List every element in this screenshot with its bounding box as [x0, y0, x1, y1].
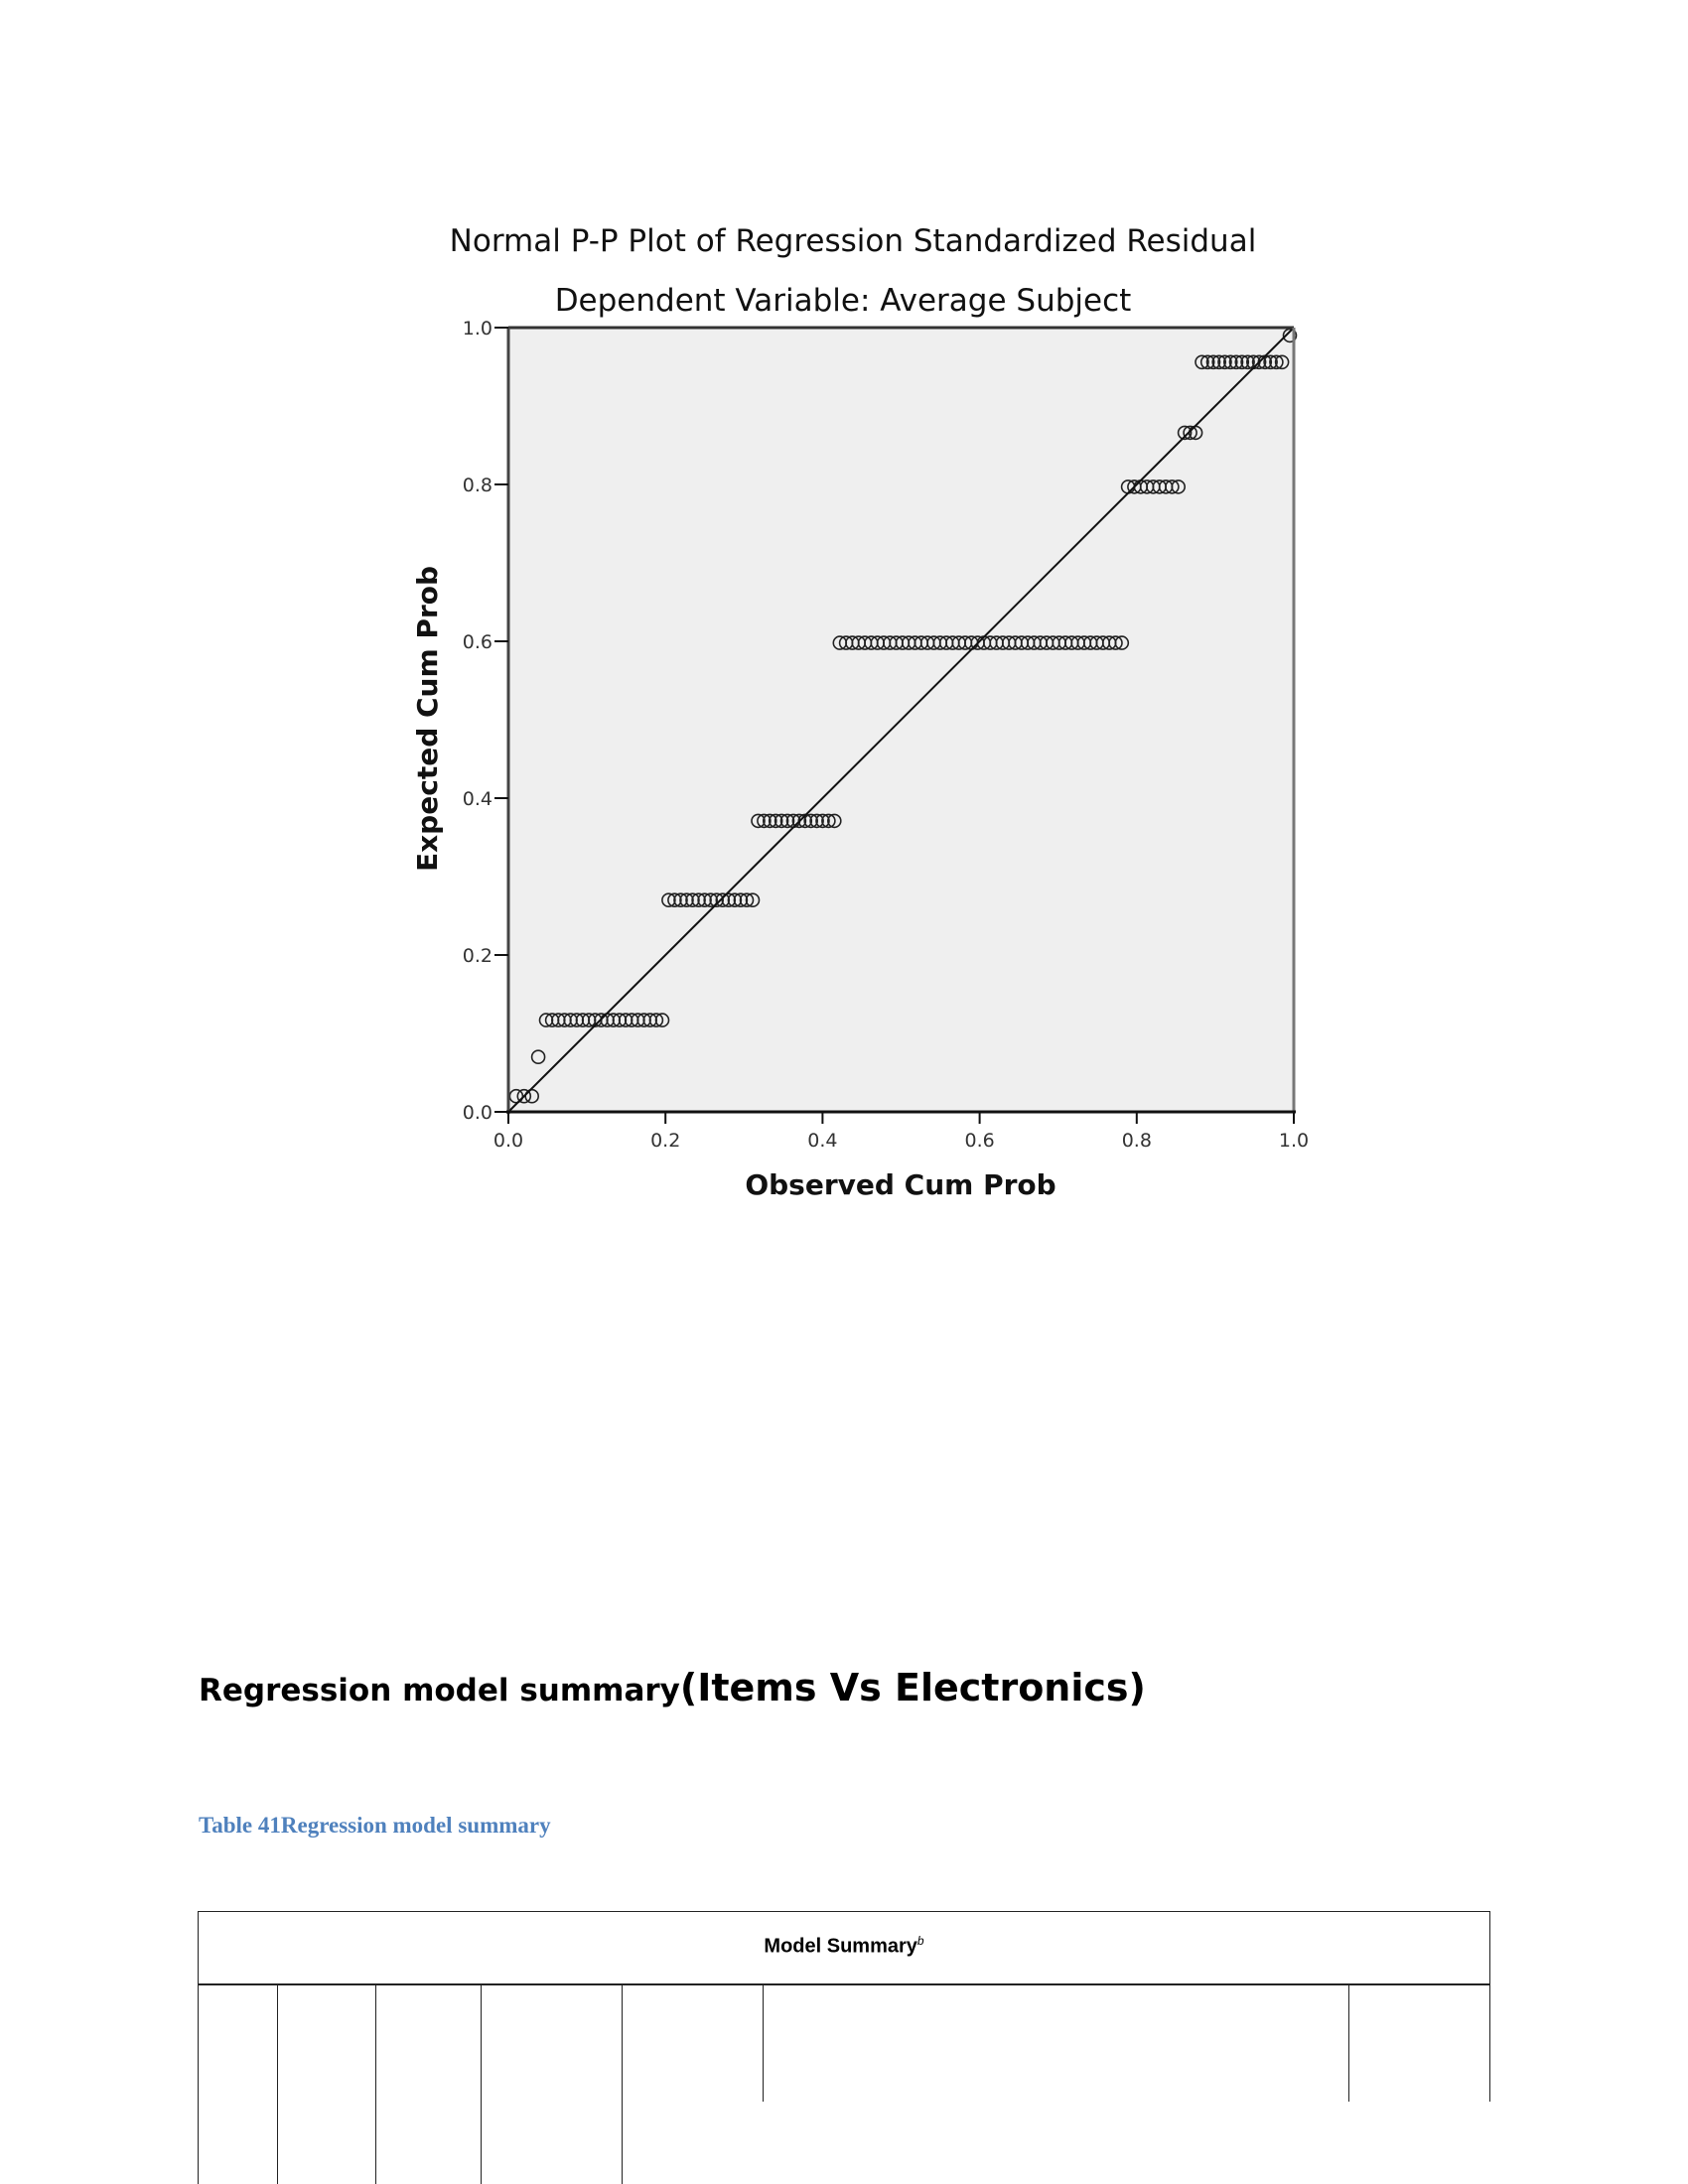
- table-title-text: Model Summary: [764, 1935, 917, 1958]
- table-column-border: [1348, 1984, 1349, 2102]
- table-column-border: [375, 1984, 376, 2184]
- y-tick-label: 0.6: [462, 631, 492, 653]
- table-column-border: [622, 1984, 623, 2184]
- x-tick-label: 1.0: [1278, 1130, 1310, 1152]
- x-axis-ticks: [493, 1112, 1309, 1152]
- x-tick-label: 0.4: [807, 1130, 838, 1152]
- y-tick-label: 0.4: [462, 788, 492, 810]
- table-column-border: [198, 1984, 199, 2184]
- section-heading-main: Regression model summary: [199, 1673, 680, 1708]
- x-tick-label: 0.6: [964, 1130, 995, 1152]
- section-heading: [199, 1666, 1146, 1709]
- x-tick-label: 0.0: [492, 1130, 524, 1152]
- table-title-footnote-marker: b: [916, 1934, 924, 1948]
- model-summary-table: [198, 1911, 1490, 2184]
- table-column-border: [763, 1984, 764, 2102]
- chart-title: Normal P-P Plot of Regression Standardized Residual: [449, 223, 1257, 259]
- chart-subtitle: Dependent Variable: Average Subject: [554, 283, 1132, 319]
- table-title-row: [198, 1911, 1490, 1985]
- y-tick-label: 0.0: [462, 1102, 492, 1124]
- table-column-border: [1489, 1984, 1490, 2102]
- y-tick-label: 0.2: [462, 945, 492, 967]
- y-axis-label: Expected Cum Prob: [411, 566, 444, 872]
- table-caption: Table 41Regression model summary: [199, 1813, 551, 1838]
- y-tick-label: 1.0: [462, 318, 492, 340]
- table-column-border: [481, 1984, 482, 2184]
- table-title: [764, 1934, 923, 1959]
- y-axis-ticks: [463, 318, 508, 1124]
- table-column-border: [277, 1984, 278, 2184]
- x-axis-label: Observed Cum Prob: [745, 1168, 1056, 1201]
- y-tick-label: 0.8: [462, 475, 492, 496]
- x-tick-label: 0.8: [1121, 1130, 1152, 1152]
- x-tick-label: 0.2: [650, 1130, 681, 1152]
- section-heading-suffix: (Items Vs Electronics): [679, 1666, 1146, 1709]
